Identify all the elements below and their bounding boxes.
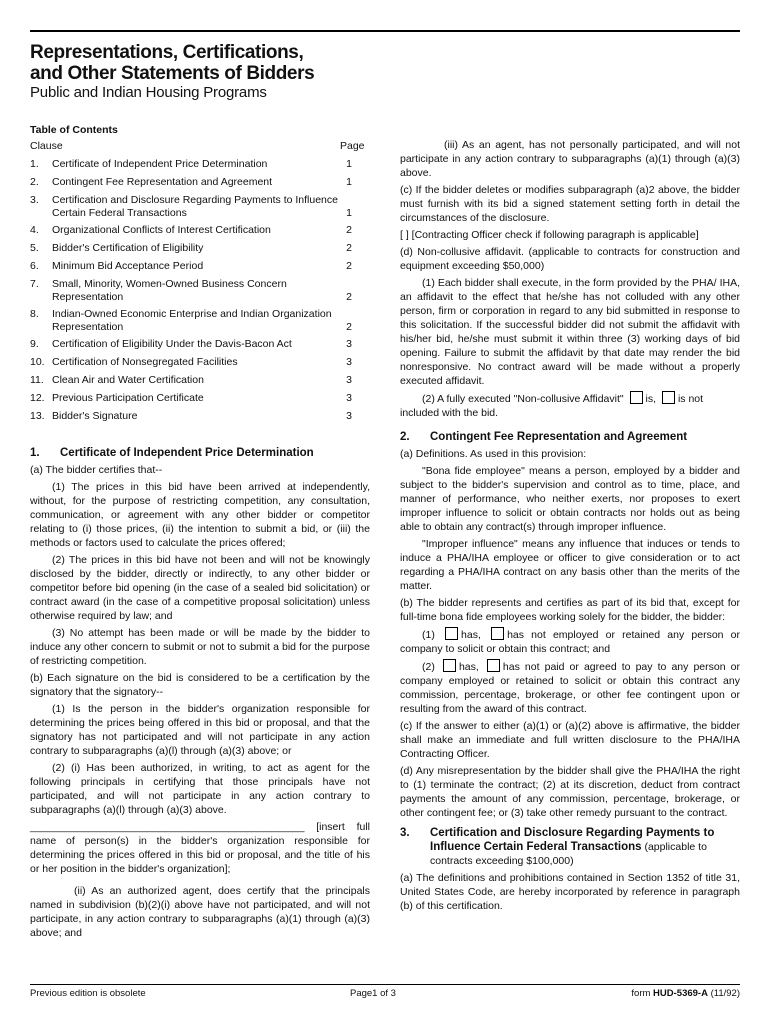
bottom-rule xyxy=(30,984,740,985)
toc-page: 3 xyxy=(346,338,352,350)
toc-label: Bidder's Signature xyxy=(52,410,138,422)
toc-page: 3 xyxy=(346,410,352,422)
toc-label: Certification of Eligibility Under the Davis-Bacon Act xyxy=(52,338,292,350)
toc-row xyxy=(30,194,365,220)
toc-row xyxy=(30,308,365,334)
toc-page-label: Page xyxy=(340,140,365,152)
toc-row xyxy=(30,260,365,273)
toc-label: Contingent Fee Representation and Agreement xyxy=(52,176,273,188)
toc-label: Indian-Owned Economic Enterprise and Indian Organization Representation xyxy=(52,308,332,333)
toc-row xyxy=(30,356,365,369)
toc-row xyxy=(30,278,365,304)
paragraph: (b) Each signature on the bid is considered to be a certification by the signatory that the signatory-- xyxy=(30,672,370,698)
paragraph: (2) (i) Has been authorized, in writing, to act as agent for the following principals in certifying that those principals have not participated, and will not participate in any action contrary to subparagraphs (a)(l) through (a)(3) above. xyxy=(30,762,370,816)
toc-row xyxy=(30,338,365,351)
footer-form-id: form HUD-5369-A (11/92) xyxy=(631,988,740,999)
paragraph: (a) The bidder certifies that-- xyxy=(30,464,163,476)
toc-label: Organizational Conflicts of Interest Certification xyxy=(52,224,271,236)
toc-page: 2 xyxy=(346,260,352,272)
paragraph: (d) Any misrepresentation by the bidder shall give the PHA/IHA the right to (1) terminate the contract; (2) at its discretion, deduct from contract payments the amount of any commission, percentage, brokerage, or other contingent fee; or (3) take other remedy pursuant to the contract. xyxy=(400,765,740,819)
toc-page: 1 xyxy=(346,207,352,219)
toc-number: 13. xyxy=(30,410,45,422)
paragraph: (2) The prices in this bid have not been and will not be knowingly disclosed by the bidder, directly or indirectly, to any other bidder or competitor before bid opening (in the case of a sealed bid solicitation) or contract award (in the case of a competitive proposal solicitation) unless otherwise required by law; and xyxy=(30,554,370,622)
affidavit-is-not-checkbox[interactable] xyxy=(662,391,675,404)
footer-left: Previous edition is obsolete xyxy=(30,988,146,999)
toc-label: Clean Air and Water Certification xyxy=(52,374,204,386)
affidavit-is-checkbox[interactable] xyxy=(630,391,643,404)
top-rule xyxy=(30,30,740,32)
toc-heading: Table of Contents xyxy=(30,124,118,136)
toc-number: 1. xyxy=(30,158,39,170)
toc-number: 6. xyxy=(30,260,39,272)
toc-page: 1 xyxy=(346,158,352,170)
toc-row xyxy=(30,410,365,423)
fee-item-1: (1) has, has not employed or retained any person or company to solicit or obtain this contract; and xyxy=(400,629,741,655)
toc-row xyxy=(30,242,365,255)
toc-page: 3 xyxy=(346,392,352,404)
toc-number: 12. xyxy=(30,392,45,404)
toc-row xyxy=(30,374,365,387)
section-3-heading: 3. Certification and Disclosure Regarding Payments to Influence Certain Federal Transactions (applicable to contracts exceeding $100,000) xyxy=(400,827,715,867)
toc-label: Minimum Bid Acceptance Period xyxy=(52,260,204,272)
toc-row xyxy=(30,224,365,237)
insert-name-blank[interactable]: _______________________________________________ [insert full name of person(s) in the bidder's organization responsible for determining the prices offered in this bid or proposal, and the title of his or her position in the bidder's organization]; xyxy=(30,821,370,875)
toc-clause-label: Clause xyxy=(30,140,63,152)
toc-page: 2 xyxy=(346,321,352,333)
fee-item-2: (2) has, has not paid or agreed to pay to any person or company employed or retained to solicit or obtain this contract any commission, percentage, brokerage, or other fee contingent upon or resulting from the award of this contract. xyxy=(400,661,741,715)
right-column xyxy=(400,138,740,916)
paragraph: (a) The definitions and prohibitions contained in Section 1352 of title 31, United States Code, are hereby incorporated by reference in paragraph (b) of this certification. xyxy=(400,872,740,912)
toc-label: Certificate of Independent Price Determination xyxy=(52,158,268,170)
fee2-has-checkbox[interactable] xyxy=(443,659,456,672)
paragraph: "Improper influence" means any influence that induces or tends to induce a PHA/IHA employee or officer to give consideration or to act regarding a PHA/IHA contract on any basis other than the merits of the matter. xyxy=(400,538,740,592)
fee2-has-not-checkbox[interactable] xyxy=(487,659,500,672)
toc-number: 9. xyxy=(30,338,39,350)
toc-label: Small, Minority, Women-Owned Business Concern Representation xyxy=(52,278,287,303)
section-2-heading: 2. Contingent Fee Representation and Agreement xyxy=(400,431,688,443)
fee1-has-checkbox[interactable] xyxy=(445,627,458,640)
paragraph: (1) Is the person in the bidder's organization responsible for determining the prices being offered in this bid or proposal, and that the signatory has not participated and will not participate in any action contrary to subparagraphs (a)(l) through (a)(3) above; or xyxy=(30,703,370,757)
toc-label: Certification and Disclosure Regarding Payments to Influence Certain Federal Transactions xyxy=(52,194,338,219)
paragraph: (b) The bidder represents and certifies as part of its bid that, except for full-time bona fide employees working solely for the bidder, the bidder: xyxy=(400,597,740,623)
toc-number: 4. xyxy=(30,224,39,236)
paragraph: (1) Each bidder shall execute, in the form provided by the PHA/ IHA, an affidavit to the effect that he/she has not colluded with any other person, firm or corporation in regard to any bid submitted in response to this solicitation. If the successful bidder did not submit the affidavit with his/her bid, he/she must submit it within three (3) working days of bid opening. Failure to submit the affidavit by that date may render the bid nonresponsive. No contract award will be made without a properly executed affidavit. xyxy=(400,277,740,387)
toc-row xyxy=(30,176,365,189)
fee1-has-not-checkbox[interactable] xyxy=(491,627,504,640)
toc-page: 2 xyxy=(346,291,352,303)
paragraph: (1) The prices in this bid have been arrived at independently, without, for the purpose of restricting competition, any consultation, communication, or agreement with any other bidder or competitor relating to (i) those prices, (ii) the intention to submit a bid, or (iii) the methods or factors used to calculate the prices offered; xyxy=(30,481,370,549)
section-1-heading: 1. Certificate of Independent Price Determination xyxy=(30,447,314,459)
left-column xyxy=(30,446,370,943)
toc-page: 2 xyxy=(346,224,352,236)
toc-number: 3. xyxy=(30,194,39,206)
page-subtitle: Public and Indian Housing Programs xyxy=(30,84,267,101)
paragraph: "Bona fide employee" means a person, employed by a bidder and subject to the bidder's supervision and control as to time, place, and manner of performance, who neither exerts, nor proposes to exert improper influence to solicit or obtain contracts nor holds out as being able to obtain any contract(s) through improper influence. xyxy=(400,465,740,533)
toc-number: 10. xyxy=(30,356,45,368)
toc-page: 1 xyxy=(346,176,352,188)
toc-label: Certification of Nonsegregated Facilities xyxy=(52,356,238,368)
toc-page: 3 xyxy=(346,374,352,386)
paragraph: (a) Definitions. As used in this provision: xyxy=(400,448,587,460)
toc-row xyxy=(30,392,365,405)
toc-label: Previous Participation Certificate xyxy=(52,392,204,404)
toc-label: Bidder's Certification of Eligibility xyxy=(52,242,204,254)
toc-row xyxy=(30,158,365,171)
affidavit-line: (2) A fully executed "Non-collusive Affidavit" is, is not included with the bid. xyxy=(400,393,704,419)
toc-number: 11. xyxy=(30,374,44,386)
toc-number: 5. xyxy=(30,242,39,254)
toc-number: 7. xyxy=(30,278,39,290)
toc-number: 8. xyxy=(30,308,39,320)
footer-page-number: Page1 of 3 xyxy=(350,988,396,999)
paragraph: (c) If the answer to either (a)(1) or (a)(2) above is affirmative, the bidder shall make an immediate and full written disclosure to the PHA/IHA Contracting Officer. xyxy=(400,720,740,760)
paragraph: (3) No attempt has been made or will be made by the bidder to induce any other concern to submit or not to submit a bid for the purpose of restricting competition. xyxy=(30,627,370,667)
paragraph: (c) If the bidder deletes or modifies subparagraph (a)2 above, the bidder must furnish with its bid a signed statement setting forth in detail the circumstances of the disclosure. xyxy=(400,184,740,224)
toc-page: 2 xyxy=(346,242,352,254)
paragraph: (iii) As an agent, has not personally participated, and will not participate in any action contrary to subparagraphs (a)(1) through (a)(3) above. xyxy=(400,139,740,179)
paragraph: (d) Non-collusive affidavit. (applicable to contracts for construction and equipment exceeding $50,000) xyxy=(400,246,740,272)
toc-number: 2. xyxy=(30,176,39,188)
contracting-officer-check[interactable]: [ ] [Contracting Officer check if following paragraph is applicable] xyxy=(400,229,699,241)
paragraph: (ii) As an authorized agent, does certify that the principals named in subdivision (b)(2)(i) above have not participated, and will not participate, in any action contrary to subparagraphs (a)(1) through (a)(3) above; and xyxy=(30,885,370,939)
toc-page: 3 xyxy=(346,356,352,368)
page-title: Representations, Certifications, and Other Statements of Bidders xyxy=(30,42,315,84)
